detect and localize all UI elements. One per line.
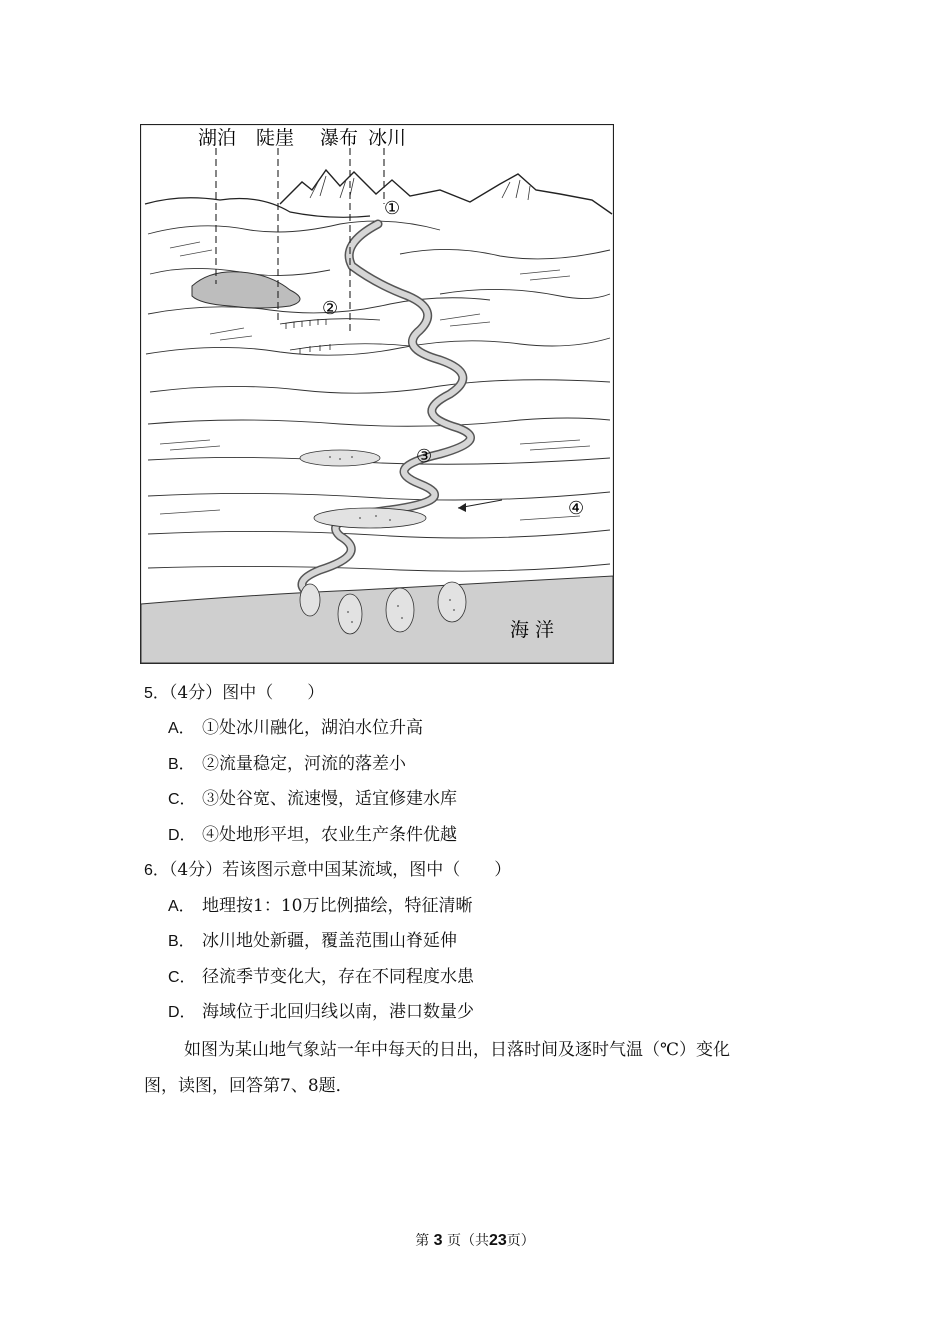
footer-total-pages: 23 <box>489 1232 507 1249</box>
option-letter: B． <box>168 933 195 950</box>
ocean-label: 海 洋 <box>510 619 555 641</box>
question-5-option-c[interactable] <box>168 788 457 811</box>
footer-prefix: 第 <box>415 1233 430 1249</box>
option-text: ②流量稳定，河流的落差小 <box>202 754 406 774</box>
glacier-label: 冰川 <box>368 127 407 149</box>
option-text: 冰川地处新疆，覆盖范围山脊延伸 <box>202 931 457 951</box>
intro-line-2: 图，读图，回答第7、8题． <box>144 1076 353 1096</box>
option-text: ④处地形平坦，农业生产条件优越 <box>202 825 457 845</box>
question-5-stem <box>144 682 324 705</box>
option-letter: A． <box>168 720 195 737</box>
marker-2: ② <box>322 298 339 319</box>
question-6-number: 6． <box>144 862 169 879</box>
intro-line-1: 如图为某山地气象站一年中每天的日出，日落时间及逐时气温（℃）变化 <box>184 1040 731 1060</box>
waterfall-label: 瀑布 <box>320 127 359 149</box>
question-6-option-b[interactable] <box>168 930 457 953</box>
option-text: ①处冰川融化，湖泊水位升高 <box>202 718 423 738</box>
lake-label: 湖泊 <box>198 127 237 149</box>
question-5-text: （4分）图中（ ） <box>168 683 325 703</box>
question-5-option-a[interactable] <box>168 717 423 740</box>
question-5-option-d[interactable] <box>168 824 457 847</box>
question-6-option-a[interactable] <box>168 895 472 918</box>
marker-1: ① <box>384 198 401 219</box>
question-5-number: 5． <box>144 685 169 702</box>
option-text: ③处谷宽、流速慢，适宜修建水库 <box>202 789 457 809</box>
question-6-text: （4分）若该图示意中国某流域，图中（ ） <box>168 860 512 880</box>
question-5-option-b[interactable] <box>168 753 406 776</box>
option-letter: A． <box>168 898 195 915</box>
question-6-option-c[interactable] <box>168 966 474 989</box>
option-letter: B． <box>168 756 195 773</box>
option-text: 海域位于北回归线以南，港口数量少 <box>202 1002 474 1022</box>
footer-middle: 页（共 <box>447 1233 489 1249</box>
option-text: 地理按1：10万比例描绘，特征清晰 <box>202 896 473 916</box>
option-letter: D． <box>168 1004 196 1021</box>
cliff-label: 陡崖 <box>256 127 295 149</box>
question-6-option-d[interactable] <box>168 1001 474 1024</box>
option-letter: C． <box>168 969 196 986</box>
option-letter: D． <box>168 827 196 844</box>
marker-4: ④ <box>568 498 585 519</box>
page-footer <box>0 1230 950 1250</box>
option-text: 径流季节变化大，存在不同程度水患 <box>202 967 474 987</box>
footer-suffix: 页） <box>506 1233 535 1249</box>
intro-paragraph <box>144 1032 810 1104</box>
footer-page-number: 3 <box>433 1232 443 1249</box>
marker-3: ③ <box>416 446 433 467</box>
question-6-stem <box>144 859 511 882</box>
river-landform-figure <box>140 124 614 664</box>
option-letter: C． <box>168 791 196 808</box>
